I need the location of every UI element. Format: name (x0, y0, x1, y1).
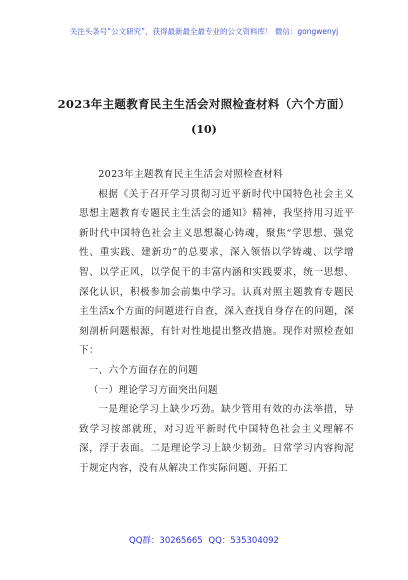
footer-note: QQ群：30265665 QQ：535304092 (129, 536, 279, 546)
document-title: 2023年主题教育民主生活会对照检查材料（六个方面） (57, 97, 351, 111)
paragraph-problems: 一是理论学习上缺少巧劲。缺少管用有效的办法举措，导致学习按部就班，对习近平新时代中国特色社会主义理解不深，浮于表面。二是理论学习上缺少韧劲。日常学习内容拘泥于规定内容，没有从解决工作实际问题、开拓工 (79, 404, 354, 474)
sub-heading: （一）理论学习方面突出问题 (88, 384, 218, 396)
subtitle-line: 2023年主题教育民主生活会对照检查材料 (98, 169, 284, 180)
document-body (79, 165, 354, 479)
section-heading: 一、六个方面存在的问题 (88, 364, 198, 376)
document-number: (10) (191, 123, 217, 136)
header-note: 关注头条号“公文研究”，获得最新最全最专业的公文资料库！ 微信：gongwenyj (69, 27, 339, 36)
paragraph-intro: 根据《关于召开学习贯彻习近平新时代中国特色社会主义思想主题教育专题民主生活会的通知》精神，我坚持用习近平新时代中国特色社会主义思想凝心铸魂，聚焦“学思想、强党性、重实践、建新功”的总要求，深入领悟以学铸魂、以学增智、以学正风，以学促干的丰富内涵和实践要求，统一思想、深化认识，积极参加会前集中学习。认真对照主题教育专题民主生活x个方面的问题进行自查，深入查找自身存在的问题，深刻剖析问题根源，有针对性地提出整改措施。现作对照检查如下： (79, 188, 354, 357)
